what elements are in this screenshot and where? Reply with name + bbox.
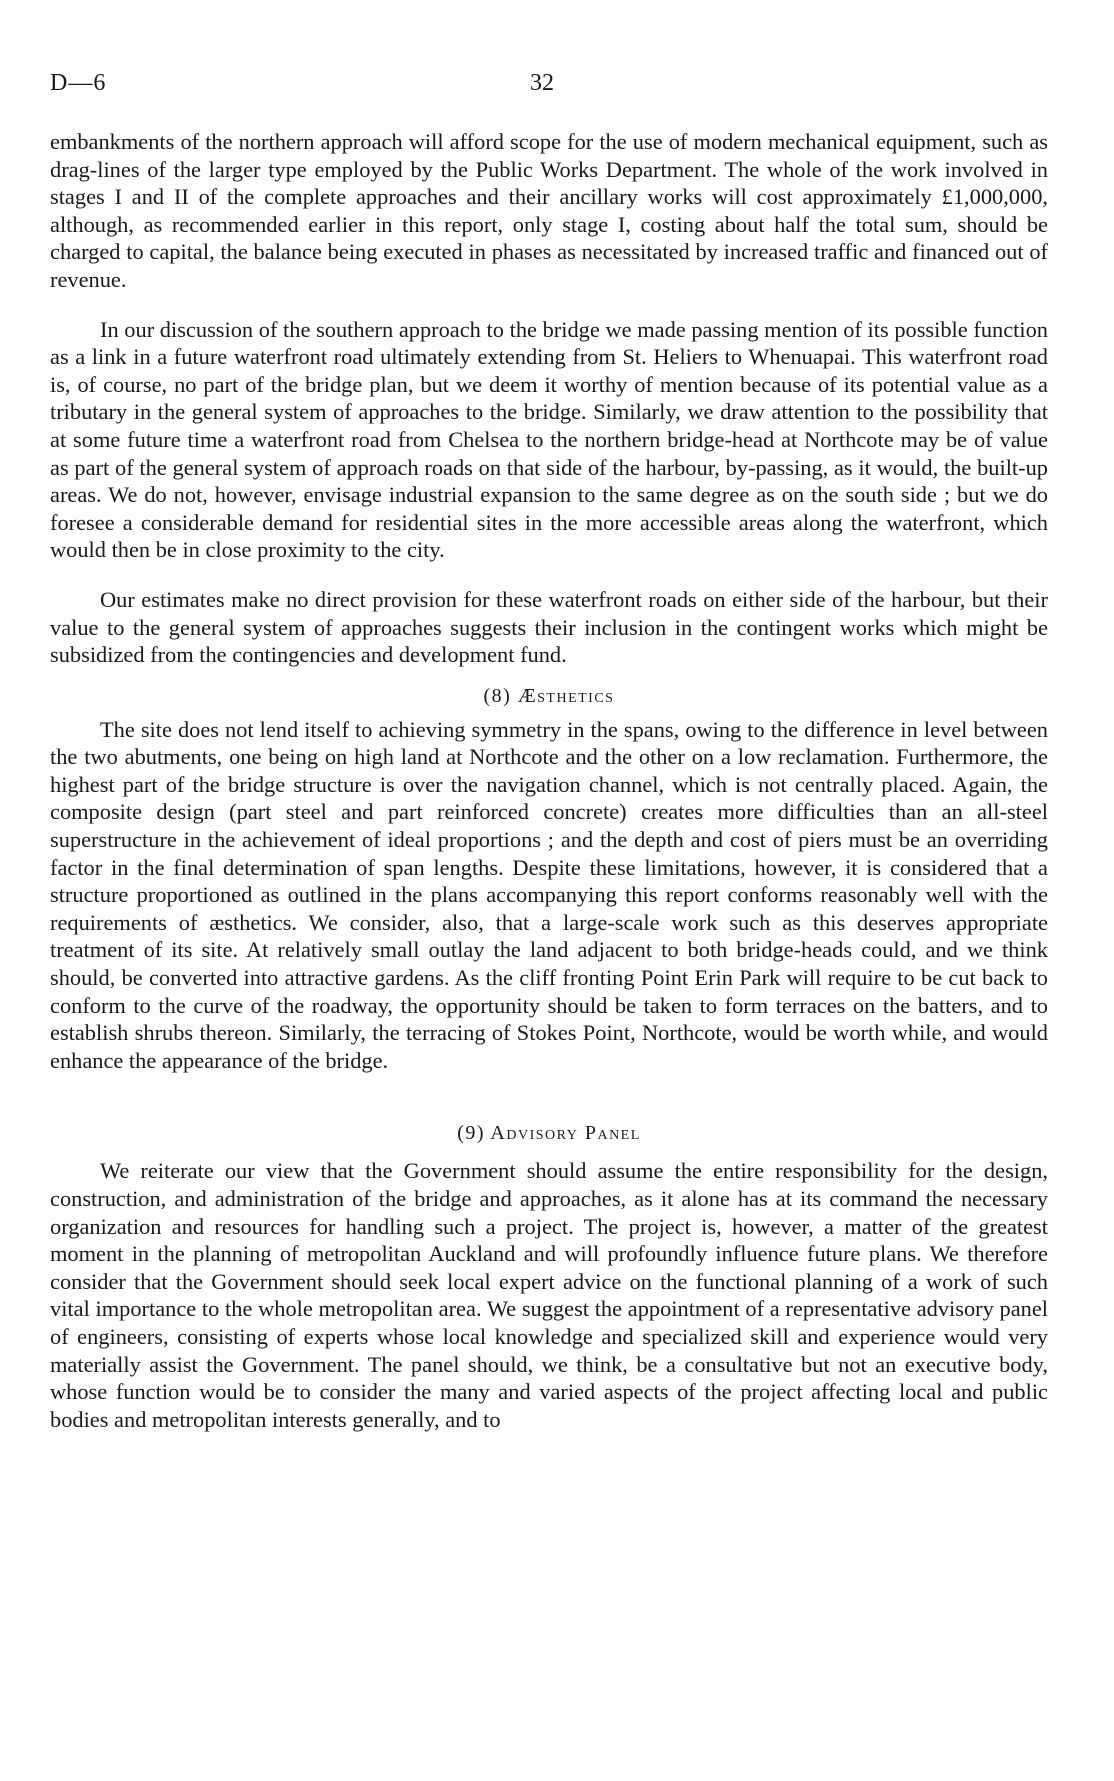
paragraph-continuation: embankments of the northern approach will afford scope for the use of modern mechanical equipment, such as drag-lines of the larger type employed by the Public Works Department. The whole of the work involved in stages I and II of the complete approaches and their ancillary works will cost approximately £1,000,000, although, as recommended earlier in this report, only stage I, costing about half the total sum, should be charged to capital, the balance being executed in phases as necessitated by increased traffic and financed out of revenue. xyxy=(50,129,1048,292)
body-text xyxy=(50,128,1048,1433)
paragraph-waterfront-road: In our discussion of the southern approach to the bridge we made passing mention of its possible function as a link in a future waterfront road ultimately extending from St. Heliers to Whenuapai. This waterfront road is, of course, no part of the bridge plan, but we deem it worthy of mention because of its potential value as a tributary in the general system of approaches to the bridge. Similarly, we draw attention to the possibility that at some future time a waterfront road from Chelsea to the northern bridge-head at Northcote may be of value as part of the general system of approach roads on that side of the harbour, by-passing, as it would, the built-up areas. We do not, however, envisage industrial expansion to the same degree as on the south side ; but we do foresee a considerable demand for residential sites in the more accessible areas along the waterfront, which would then be in close proximity to the city. xyxy=(50,316,1048,563)
paragraph-advisory-panel: We reiterate our view that the Government should assume the entire responsibility for the design, construction, and administration of the bridge and approaches, as it alone has at its command the necessary organization and resources for handling such a project. The project is, however, a matter of the greatest moment in the planning of metropolitan Auckland and will profoundly influence future plans. We therefore consider that the Government should seek local expert advice on the functional planning of a work of such vital importance to the whole metropolitan area. We suggest the appointment of a representative advisory panel of engineers, consisting of experts whose local knowledge and specialized skill and experience would very materially assist the Government. The panel should, we think, be a consultative but not an executive body, whose function would be to consider the many and varied aspects of the project affecting local and public bodies and metropolitan interests generally, and to xyxy=(50,1158,1048,1432)
section-heading-advisory-panel: (9) Advisory Panel xyxy=(457,1122,641,1145)
page-header xyxy=(50,70,1050,106)
paragraph-aesthetics: The site does not lend itself to achieving symmetry in the spans, owing to the difference in level between the two abutments, one being on high land at Northcote and the other on a low reclamation. Furthermore, the highest part of the bridge structure is over the navigation channel, which is not centrally placed. Again, the composite design (part steel and part reinforced concrete) creates more difficulties than an all-steel superstructure in the achievement of ideal proportions ; and the depth and cost of piers must be an overriding factor in the final determination of span lengths. Despite these limitations, however, it is considered that a structure proportioned as outlined in the plans accompanying this report conforms reasonably well with the requirements of æsthetics. We consider, also, that a large-scale work such as this deserves appropriate treatment of its site. At relatively small outlay the land adjacent to both bridge-heads could, and we think should, be converted into attractive gardens. As the cliff fronting Point Erin Park will require to be cut back to conform to the curve of the roadway, the opportunity should be taken to form terraces on the batters, and to establish shrubs thereon. Similarly, the terracing of Stokes Point, Northcote, would be worth while, and would enhance the appearance of the bridge. xyxy=(50,716,1048,1073)
paragraph-estimates: Our estimates make no direct provision for these waterfront roads on either side of the harbour, but their value to the general system of approaches suggests their inclusion in the contingent works which might be subsidized from the contingencies and development fund. xyxy=(50,586,1048,668)
section-heading-aesthetics: (8) Æsthetics xyxy=(483,684,615,707)
document-reference: D—6 xyxy=(50,70,107,96)
page-number: 32 xyxy=(530,70,554,96)
